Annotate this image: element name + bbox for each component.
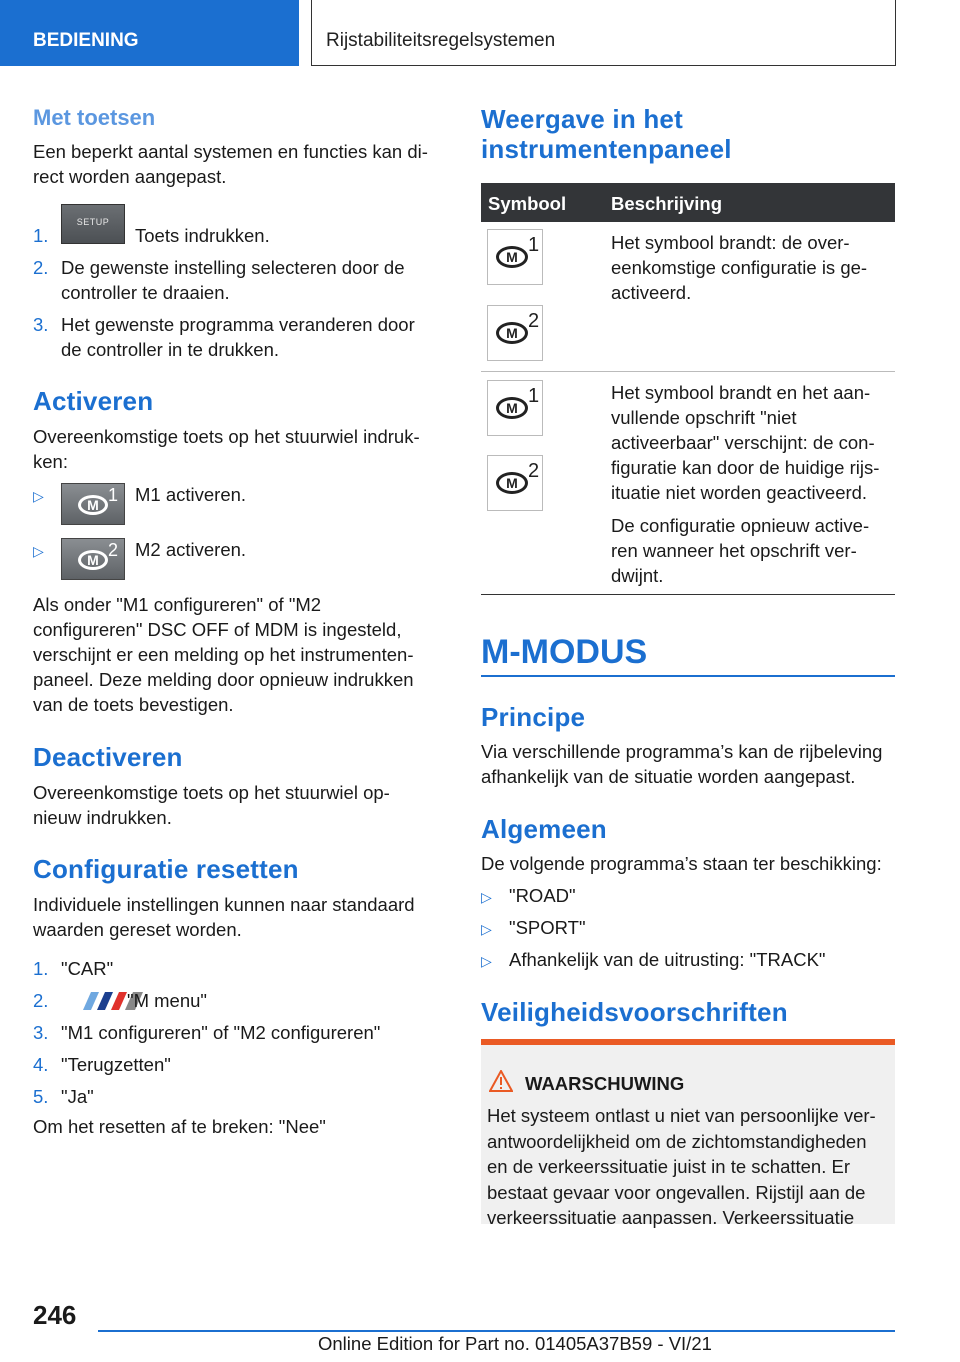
resetten-cancel: Om het resetten af te breken: "Nee" — [33, 1116, 326, 1137]
activeren-intro-2: ken: — [33, 451, 68, 472]
m2-symbol-icon: M 2 — [487, 305, 543, 361]
met-toetsen-intro-2: rect worden aangepast. — [33, 166, 227, 187]
heading-activeren: Activeren — [33, 386, 154, 416]
heading-met-toetsen: Met toetsen — [33, 105, 156, 130]
section-tab: BEDIENING — [0, 0, 299, 66]
row2-desc-3: activeerbaar" verschijnt: de con- — [611, 432, 875, 453]
heading-m-modus: M-MODUS — [481, 633, 648, 671]
heading-algemeen: Algemeen — [481, 814, 607, 844]
m1-symbol-icon: M 1 — [487, 380, 543, 436]
item-text: "SPORT" — [509, 917, 586, 938]
heading-veiligheid: Veiligheidsvoorschriften — [481, 997, 788, 1027]
warning-triangle-icon — [489, 1070, 513, 1092]
algemeen-intro: De volgende programma’s staan ter beschikking: — [481, 853, 882, 874]
row2-desc-1: Het symbool brandt en het aan- — [611, 382, 871, 403]
heading-weergave-1: Weergave in het — [481, 104, 683, 134]
step-number: 2. — [33, 990, 49, 1011]
step-text: De gewenste instelling selecteren door de — [61, 257, 405, 278]
deactiveren-intro-1: Overeenkomstige toets op het stuurwiel op- — [33, 782, 390, 803]
step-text: de controller in te drukken. — [61, 339, 280, 360]
step-text: controller te draaien. — [61, 282, 230, 303]
resetten-intro-2: waarden gereset worden. — [33, 919, 242, 940]
bullet-triangle-icon: ▷ — [481, 953, 492, 969]
item-text: "ROAD" — [509, 885, 576, 906]
activeren-intro-1: Overeenkomstige toets op het stuurwiel indruk- — [33, 426, 420, 447]
met-toetsen-intro-1: Een beperkt aantal systemen en functies kan di- — [33, 141, 428, 162]
table-header — [481, 183, 895, 222]
heading-configuratie-resetten: Configuratie resetten — [33, 854, 299, 884]
row-divider — [481, 371, 895, 372]
m2-symbol-icon: M 2 — [487, 455, 543, 511]
step-number: 4. — [33, 1054, 49, 1075]
item-text: M2 activeren. — [135, 539, 247, 560]
footer-rule — [98, 1330, 895, 1332]
step-number: 1. — [33, 225, 49, 246]
row2-desc-8: dwijnt. — [611, 565, 664, 586]
principe-1: Via verschillende programma’s kan de rijbeleving — [481, 741, 883, 762]
resetten-intro-1: Individuele instellingen kunnen naar standaard — [33, 894, 415, 915]
bullet-triangle-icon: ▷ — [33, 488, 44, 504]
col-symbool: Symbool — [488, 193, 567, 214]
heading-principe: Principe — [481, 702, 586, 732]
m-modus-rule — [481, 675, 895, 677]
setup-button-icon: SETUP — [61, 204, 125, 244]
step-number: 2. — [33, 257, 49, 278]
step-text: "Terugzetten" — [61, 1054, 171, 1075]
warning-title: WAARSCHUWING — [525, 1073, 685, 1094]
row2-desc-4: figuratie kan door de huidige rijs- — [611, 457, 880, 478]
page-number: 246 — [33, 1300, 77, 1330]
m2-button-icon: M 2 — [61, 538, 125, 580]
heading-deactiveren: Deactiveren — [33, 742, 183, 772]
row1-desc-3: activeerd. — [611, 282, 692, 303]
deactiveren-intro-2: nieuw indrukken. — [33, 807, 172, 828]
m1-button-icon: M 1 — [61, 483, 125, 525]
row1-desc-1: Het symbool brandt: de over- — [611, 232, 850, 253]
bullet-triangle-icon: ▷ — [481, 921, 492, 937]
table-bottom-rule — [481, 594, 895, 595]
principe-2: afhankelijk van de situatie worden aangepast. — [481, 766, 856, 787]
step-number: 3. — [33, 314, 49, 335]
activeren-note-4: paneel. Deze melding door opnieuw indrukken — [33, 669, 414, 690]
col-beschrijving: Beschrijving — [611, 193, 723, 214]
step-number: 3. — [33, 1022, 49, 1043]
step-text: Het gewenste programma veranderen door — [61, 314, 415, 335]
step-text: "M menu" — [127, 990, 207, 1011]
row2-desc-7: ren wanneer het opschrift ver- — [611, 540, 857, 561]
step-text: "CAR" — [61, 958, 114, 979]
item-text: Afhankelijk van de uitrusting: "TRACK" — [509, 949, 826, 970]
row1-desc-2: eenkomstige configuratie is ge- — [611, 257, 868, 278]
step-text: Toets indrukken. — [135, 225, 270, 246]
page-header — [0, 0, 960, 66]
bullet-triangle-icon: ▷ — [481, 889, 492, 905]
heading-weergave-2: instrumentenpaneel — [481, 134, 732, 164]
step-number: 1. — [33, 958, 49, 979]
activeren-note-2: configureren" DSC OFF of MDM is ingesteld, — [33, 619, 402, 640]
step-text: "M1 configureren" of "M2 configureren" — [61, 1022, 381, 1043]
row2-desc-6: De configuratie opnieuw active- — [611, 515, 870, 536]
row2-desc-2: vullende opschrift "niet — [611, 407, 797, 428]
step-text: "Ja" — [61, 1086, 94, 1107]
step-number: 5. — [33, 1086, 49, 1107]
chapter-title: Rijstabiliteitsregelsystemen — [311, 0, 896, 66]
bullet-triangle-icon: ▷ — [33, 543, 44, 559]
m1-symbol-icon: M 1 — [487, 229, 543, 285]
item-text: M1 activeren. — [135, 484, 247, 505]
row2-desc-5: ituatie niet worden geactiveerd. — [611, 482, 868, 503]
activeren-note-1: Als onder "M1 configureren" of "M2 — [33, 594, 322, 615]
activeren-note-5: van de toets bevestigen. — [33, 694, 234, 715]
edition-text: Online Edition for Part no. 01405A37B59 - VI/21 — [318, 1333, 712, 1354]
warning-box — [481, 1039, 895, 1228]
activeren-note-3: verschijnt er een melding op het instrumenten- — [33, 644, 414, 665]
warning-body: Het systeem ontlast u niet van persoonlijke ver- antwoordelijkheid om de zichtomstandigheden en de verkeerssituatie juist in te schatten. Er bestaat gevaar voor ongevallen. Rijstijl aan de verkeerssituatie aanpassen. Verkeerssituatie — [487, 1105, 876, 1228]
